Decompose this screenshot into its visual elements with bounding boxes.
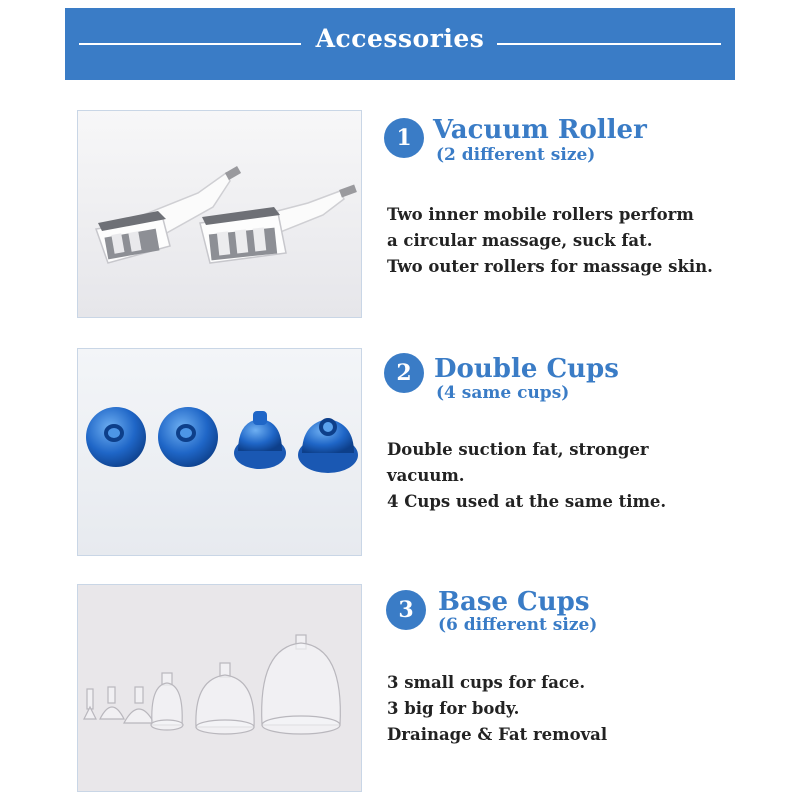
section-number-badge: 1 <box>384 118 424 158</box>
description-line: a circular massage, suck fat. <box>387 231 653 250</box>
description-line: Two inner mobile rollers perform <box>387 205 694 224</box>
description-line: 3 small cups for face. <box>387 673 586 692</box>
description-line: Drainage & Fat removal <box>387 725 608 744</box>
double-cups-photo <box>77 348 362 556</box>
banner-divider-left <box>79 43 301 45</box>
banner-title: Accessories <box>315 24 485 53</box>
section-number-badge: 2 <box>384 353 424 393</box>
section-title: Base Cups <box>438 587 590 617</box>
description-line: Double suction fat, stronger <box>387 440 649 459</box>
section-description <box>387 202 713 280</box>
blue-cup-1 <box>86 407 146 467</box>
section-description <box>387 437 666 515</box>
description-line: 3 big for body. <box>387 699 520 718</box>
section-number-badge: 3 <box>386 590 426 630</box>
vacuum-roller-photo <box>77 110 362 318</box>
accessories-banner <box>65 8 735 80</box>
base-cups-photo <box>77 584 362 792</box>
description-line: Two outer rollers for massage skin. <box>387 257 713 276</box>
description-line: 4 Cups used at the same time. <box>387 492 667 511</box>
section-subtitle: (6 different size) <box>438 615 598 635</box>
description-line: vacuum. <box>387 466 465 485</box>
blue-cup-2 <box>158 407 218 467</box>
section-description <box>387 670 607 748</box>
section-title: Double Cups <box>434 354 619 384</box>
section-subtitle: (4 same cups) <box>436 383 570 403</box>
banner-divider-right <box>497 43 721 45</box>
section-title: Vacuum Roller <box>433 115 647 145</box>
section-subtitle: (2 different size) <box>436 145 596 165</box>
